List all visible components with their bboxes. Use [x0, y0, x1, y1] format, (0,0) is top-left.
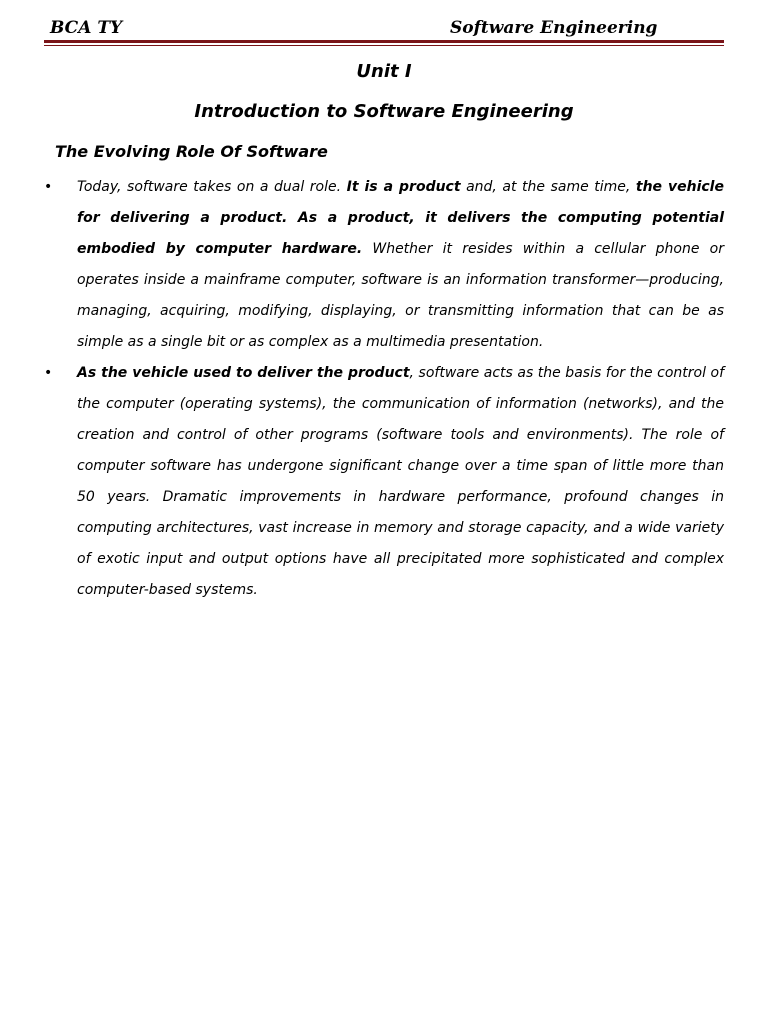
bullet-marker: •: [44, 179, 53, 195]
emphasis-text: It is a product: [346, 179, 461, 195]
emphasis-text: As the vehicle used to deliver the product: [77, 365, 410, 381]
page-header: [44, 14, 724, 40]
paragraph-text: and, at the same time,: [460, 179, 636, 195]
bullet-marker: •: [44, 365, 53, 381]
paragraph-text: Today, software takes on a dual role.: [77, 179, 347, 195]
emphasis-text: the vehicle for delivering a product. As a product, it delivers the computing potential embodied by computer hardware.: [77, 179, 724, 257]
header-rule-thin: [44, 45, 724, 46]
paragraph-text: Whether it resides within a cellular phone or operates inside a mainframe computer, software is an information transformer—producing, managing, acquiring, modifying, displaying, or transmitting information that can be as simple as a single bit or as complex as a multimedia presentation.: [77, 241, 724, 350]
unit-title: Unit I: [356, 61, 412, 82]
list-item: [40, 172, 724, 358]
bullet-list: [40, 172, 724, 606]
paragraph-text: , software acts as the basis for the control of the computer (operating systems), the communication of information (networks), and the creation and control of other programs (software tools and environments). The role of computer software has undergone significant change over a time span of little more than 50 years. Dramatic improvements in hardware performance, profound changes in computing architectures, vast increase in memory and storage capacity, and a wide variety of exotic input and output options have all precipitated more sophisticated and complex computer-based systems.: [77, 365, 724, 598]
header-course: BCA TY: [50, 18, 123, 38]
header-rule-thick: [44, 40, 724, 43]
header-subject: Software Engineering: [450, 18, 658, 38]
chapter-title: Introduction to Software Engineering: [194, 101, 574, 122]
section-heading: The Evolving Role Of Software: [55, 142, 328, 161]
list-item: [40, 358, 724, 606]
